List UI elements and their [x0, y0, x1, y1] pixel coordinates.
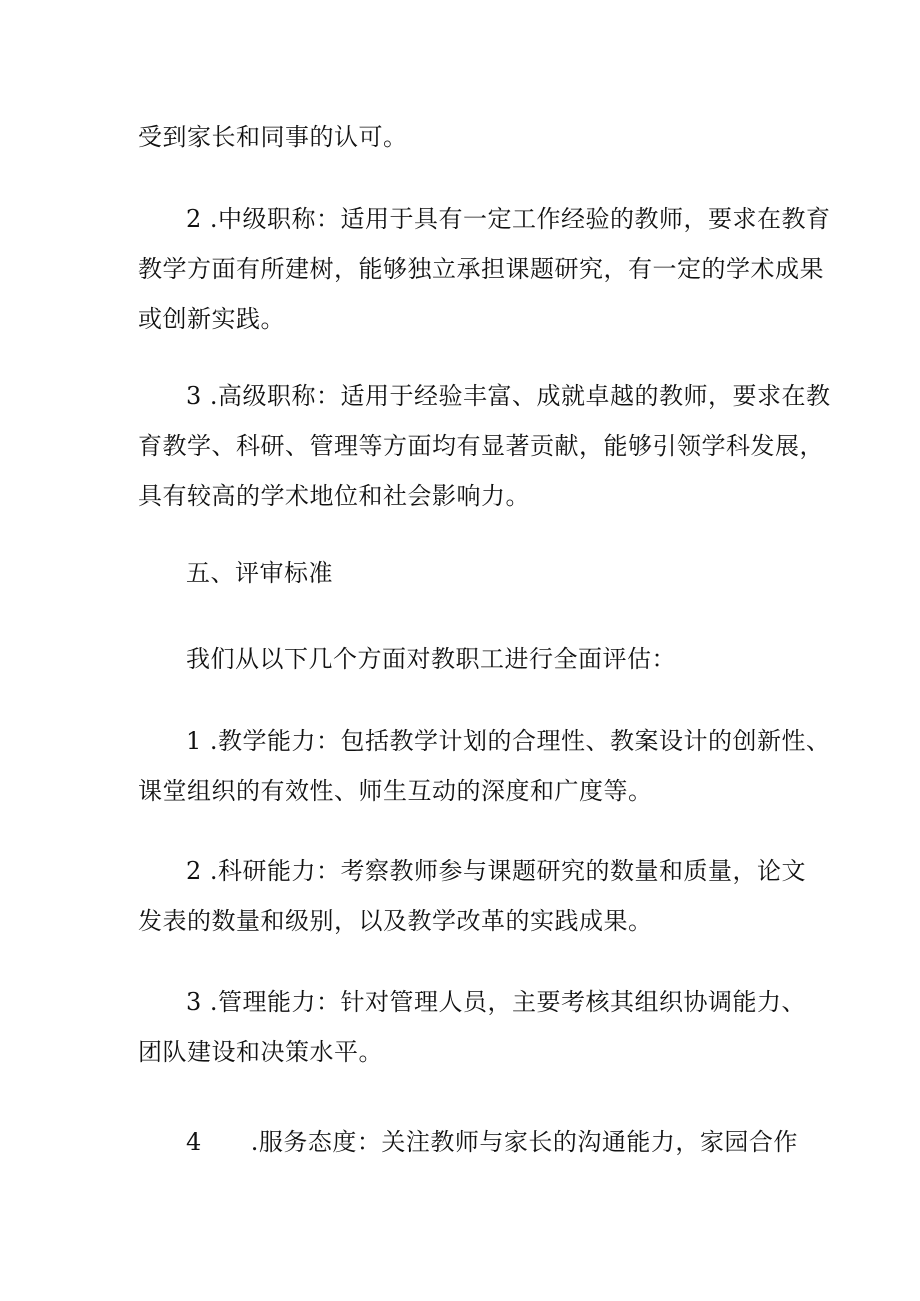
section-heading	[138, 548, 788, 598]
paragraph-continuation	[138, 112, 788, 162]
paragraph-intermediate-title	[138, 194, 831, 344]
text-line: 3 .高级职称：适用于经验丰富、成就卓越的教师，要求在教	[186, 382, 831, 410]
text-line: 2 .科研能力：考察教师参与课题研究的数量和质量，论文	[186, 857, 807, 885]
text-line: 课堂组织的有效性、师生互动的深度和广度等。	[138, 777, 653, 805]
text-line: 受到家长和同事的认可。	[138, 123, 408, 151]
text-line: 教学方面有所建树，能够独立承担课题研究，有一定的学术成果	[138, 255, 824, 283]
paragraph-senior-title	[138, 371, 831, 521]
section-heading-text: 五、评审标准	[186, 559, 333, 587]
text-line: 3 .管理能力：针对管理人员，主要考核其组织协调能力、	[186, 988, 807, 1016]
text-line: 或创新实践。	[138, 305, 285, 333]
text-line: 2 .中级职称：适用于具有一定工作经验的教师，要求在教育	[186, 205, 831, 233]
paragraph-research-ability	[138, 846, 807, 946]
text-line: 具有较高的学术地位和社会影响力。	[138, 482, 530, 510]
paragraph-intro	[138, 634, 788, 684]
paragraph-teaching-ability	[138, 716, 831, 816]
text-line: 团队建设和决策水平。	[138, 1038, 383, 1066]
text-line: 4 .服务态度：关注教师与家长的沟通能力，家园合作	[186, 1128, 798, 1156]
text-line: 我们从以下几个方面对教职工进行全面评估：	[186, 645, 676, 673]
text-line: 1 .教学能力：包括教学计划的合理性、教案设计的创新性、	[186, 727, 831, 755]
paragraph-service-attitude	[138, 1117, 798, 1167]
text-line: 育教学、科研、管理等方面均有显著贡献，能够引领学科发展，	[138, 432, 824, 460]
paragraph-management-ability	[138, 977, 807, 1077]
text-line: 发表的数量和级别，以及教学改革的实践成果。	[138, 907, 653, 935]
